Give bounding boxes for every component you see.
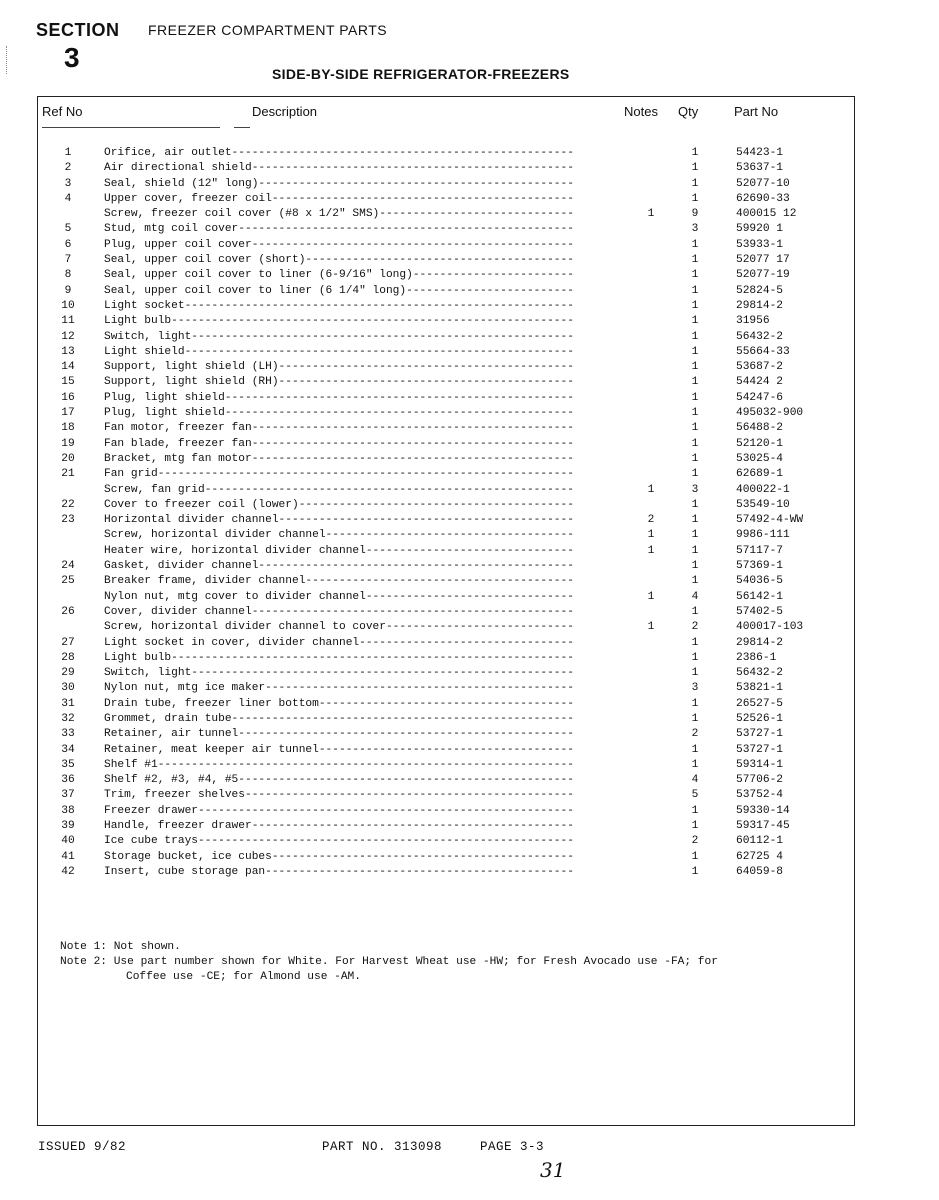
row-notes: 1 bbox=[647, 590, 655, 603]
row-part-number: 59314-1 bbox=[736, 758, 783, 771]
row-part-number: 55664-33 bbox=[736, 345, 790, 358]
row-description: Screw, horizontal divider channel------------------------------------- bbox=[104, 529, 574, 542]
row-description: Cover to freezer coil (lower)----------------------------------------- bbox=[104, 498, 574, 511]
row-ref: 7 bbox=[64, 254, 72, 267]
row-description: Orifice, air outlet--------------------------------------------------- bbox=[104, 147, 574, 159]
row-ref: 40 bbox=[61, 835, 75, 848]
row-part-number: 56488-2 bbox=[736, 422, 783, 435]
row-ref: 33 bbox=[61, 728, 75, 741]
table-row bbox=[0, 299, 939, 314]
row-ref: 29 bbox=[61, 667, 75, 680]
document-part-number: PART NO. 313098 bbox=[322, 1140, 443, 1154]
row-qty: 1 bbox=[691, 162, 699, 175]
row-qty: 1 bbox=[691, 407, 699, 420]
row-ref: 14 bbox=[61, 361, 75, 374]
column-header-part-no: Part No bbox=[734, 104, 779, 119]
row-description: Seal, upper coil cover to liner (6-9/16" long)------------------------ bbox=[104, 269, 574, 282]
row-description: Storage bucket, ice cubes--------------------------------------------- bbox=[104, 850, 574, 863]
table-row bbox=[0, 498, 939, 513]
column-header-description: Description bbox=[252, 104, 318, 119]
row-qty: 1 bbox=[691, 804, 699, 817]
row-part-number: 53821-1 bbox=[736, 682, 783, 695]
row-description: Upper cover, freezer coil--------------------------------------------- bbox=[104, 192, 574, 205]
row-notes: 2 bbox=[647, 514, 655, 527]
table-row bbox=[0, 758, 939, 773]
row-part-number: 60112-1 bbox=[736, 835, 783, 848]
table-row bbox=[0, 345, 939, 360]
row-part-number: 56142-1 bbox=[736, 590, 783, 603]
row-part-number: 400017-103 bbox=[736, 621, 804, 634]
row-description: Trim, freezer shelves------------------------------------------------- bbox=[104, 789, 574, 802]
row-qty: 1 bbox=[691, 284, 699, 297]
row-part-number: 53727-1 bbox=[736, 743, 783, 756]
row-ref: 18 bbox=[61, 422, 75, 435]
row-ref: 12 bbox=[61, 330, 75, 343]
table-row bbox=[0, 314, 939, 329]
row-qty: 1 bbox=[691, 361, 699, 374]
table-row bbox=[0, 391, 939, 406]
row-ref: 42 bbox=[61, 865, 75, 878]
table-row bbox=[0, 559, 939, 574]
row-qty: 2 bbox=[691, 835, 699, 848]
row-ref: 20 bbox=[61, 452, 75, 465]
row-ref: 17 bbox=[61, 407, 75, 420]
row-qty: 1 bbox=[691, 529, 699, 542]
row-description: Shelf #1-------------------------------------------------------------- bbox=[104, 758, 574, 771]
row-notes: 1 bbox=[647, 483, 655, 496]
row-description: Stud, mtg coil cover-------------------------------------------------- bbox=[104, 223, 574, 236]
table-row bbox=[0, 467, 939, 482]
row-description: Freezer drawer-------------------------------------------------------- bbox=[104, 804, 574, 817]
row-ref: 11 bbox=[61, 315, 75, 328]
row-qty: 1 bbox=[691, 514, 699, 527]
row-description: Fan motor, freezer fan------------------------------------------------ bbox=[104, 422, 574, 435]
row-notes: 1 bbox=[647, 529, 655, 542]
row-part-number: 54423-1 bbox=[736, 147, 783, 159]
row-qty: 1 bbox=[691, 651, 699, 664]
row-part-number: 52077 17 bbox=[736, 254, 790, 267]
row-part-number: 52824-5 bbox=[736, 284, 783, 297]
row-part-number: 53687-2 bbox=[736, 361, 783, 374]
note-1-label: Note 1: bbox=[60, 941, 107, 953]
row-qty: 1 bbox=[691, 391, 699, 404]
row-notes: 1 bbox=[647, 544, 655, 557]
row-description: Support, light shield (RH)-------------------------------------------- bbox=[104, 376, 574, 389]
row-description: Seal, upper coil cover to liner (6 1/4" long)------------------------- bbox=[104, 284, 574, 297]
row-part-number: 9986-111 bbox=[736, 529, 790, 542]
page-subtitle: SIDE-BY-SIDE REFRIGERATOR-FREEZERS bbox=[272, 66, 570, 82]
table-row bbox=[0, 437, 939, 452]
row-ref: 19 bbox=[61, 437, 75, 450]
row-qty: 1 bbox=[691, 452, 699, 465]
row-description: Shelf #2, #3, #4, #5-------------------------------------------------- bbox=[104, 774, 574, 787]
row-part-number: 62690-33 bbox=[736, 192, 790, 205]
table-row bbox=[0, 421, 939, 436]
row-description: Breaker frame, divider channel---------------------------------------- bbox=[104, 575, 574, 588]
table-row bbox=[0, 804, 939, 819]
row-qty: 3 bbox=[691, 682, 699, 695]
row-notes: 1 bbox=[647, 621, 655, 634]
row-ref: 23 bbox=[61, 514, 75, 527]
table-row bbox=[0, 574, 939, 589]
row-qty: 1 bbox=[691, 575, 699, 588]
table-row bbox=[0, 406, 939, 421]
row-part-number: 53752-4 bbox=[736, 789, 783, 802]
row-qty: 2 bbox=[691, 621, 699, 634]
row-ref: 36 bbox=[61, 774, 75, 787]
row-qty: 1 bbox=[691, 376, 699, 389]
row-ref: 41 bbox=[61, 850, 75, 863]
row-ref: 21 bbox=[61, 468, 75, 481]
row-description: Fan grid-------------------------------------------------------------- bbox=[104, 468, 574, 481]
row-qty: 1 bbox=[691, 758, 699, 771]
row-ref: 6 bbox=[64, 238, 72, 251]
row-ref: 8 bbox=[64, 269, 72, 282]
row-ref: 26 bbox=[61, 605, 75, 618]
row-qty: 4 bbox=[691, 774, 699, 787]
row-qty: 1 bbox=[691, 254, 699, 267]
row-ref: 1 bbox=[64, 147, 72, 159]
issued-date: ISSUED 9/82 bbox=[38, 1140, 127, 1154]
row-description: Light socket in cover, divider channel-------------------------------- bbox=[104, 636, 574, 649]
table-row bbox=[0, 238, 939, 253]
row-ref: 15 bbox=[61, 376, 75, 389]
row-part-number: 400022-1 bbox=[736, 483, 790, 496]
row-ref: 27 bbox=[61, 636, 75, 649]
row-part-number: 64059-8 bbox=[736, 865, 783, 878]
table-row bbox=[0, 207, 939, 222]
row-part-number: 2386-1 bbox=[736, 651, 777, 664]
row-qty: 2 bbox=[691, 728, 699, 741]
table-row bbox=[0, 865, 939, 880]
row-ref: 3 bbox=[64, 177, 72, 190]
table-row bbox=[0, 590, 939, 605]
row-description: Handle, freezer drawer------------------------------------------------ bbox=[104, 820, 574, 833]
table-row bbox=[0, 743, 939, 758]
row-description: Switch, light--------------------------------------------------------- bbox=[104, 667, 574, 680]
row-qty: 1 bbox=[691, 422, 699, 435]
row-qty: 3 bbox=[691, 223, 699, 236]
table-row bbox=[0, 192, 939, 207]
row-ref: 24 bbox=[61, 560, 75, 573]
row-description: Horizontal divider channel-------------------------------------------- bbox=[104, 514, 574, 527]
table-row bbox=[0, 651, 939, 666]
row-qty: 1 bbox=[691, 299, 699, 312]
table-row bbox=[0, 727, 939, 742]
row-description: Screw, freezer coil cover (#8 x 1/2" SMS)----------------------------- bbox=[104, 208, 574, 221]
row-qty: 1 bbox=[691, 238, 699, 251]
table-row bbox=[0, 146, 939, 161]
row-qty: 1 bbox=[691, 743, 699, 756]
table-row bbox=[0, 636, 939, 651]
row-ref: 34 bbox=[61, 743, 75, 756]
table-row bbox=[0, 605, 939, 620]
table-row bbox=[0, 697, 939, 712]
row-description: Grommet, drain tube--------------------------------------------------- bbox=[104, 712, 574, 725]
row-description: Nylon nut, mtg ice maker---------------------------------------------- bbox=[104, 682, 574, 695]
parts-list bbox=[0, 146, 939, 880]
row-ref: 35 bbox=[61, 758, 75, 771]
table-row bbox=[0, 513, 939, 528]
row-qty: 1 bbox=[691, 544, 699, 557]
row-ref: 2 bbox=[64, 162, 72, 175]
row-ref: 31 bbox=[61, 697, 75, 710]
row-ref: 37 bbox=[61, 789, 75, 802]
row-description: Light bulb------------------------------------------------------------ bbox=[104, 651, 574, 664]
row-part-number: 57706-2 bbox=[736, 774, 783, 787]
table-row bbox=[0, 712, 939, 727]
row-description: Fan blade, freezer fan------------------------------------------------ bbox=[104, 437, 574, 450]
table-row bbox=[0, 528, 939, 543]
page-number: PAGE 3-3 bbox=[480, 1140, 545, 1154]
row-qty: 1 bbox=[691, 636, 699, 649]
row-part-number: 52120-1 bbox=[736, 437, 783, 450]
header-rule bbox=[42, 127, 220, 128]
row-description: Plug, light shield---------------------------------------------------- bbox=[104, 407, 574, 420]
note-2-text: Use part number shown for White. For Harvest Wheat use -HW; for Fresh Avocado use -FA; for bbox=[113, 956, 718, 968]
table-row bbox=[0, 330, 939, 345]
row-ref: 13 bbox=[61, 345, 75, 358]
row-part-number: 57117-7 bbox=[736, 544, 783, 557]
row-ref: 28 bbox=[61, 651, 75, 664]
page-title: FREEZER COMPARTMENT PARTS bbox=[148, 22, 388, 38]
table-row bbox=[0, 177, 939, 192]
table-row bbox=[0, 666, 939, 681]
row-qty: 1 bbox=[691, 315, 699, 328]
row-description: Gasket, divider channel----------------------------------------------- bbox=[104, 560, 574, 573]
row-part-number: 29814-2 bbox=[736, 299, 783, 312]
table-row bbox=[0, 222, 939, 237]
row-part-number: 53727-1 bbox=[736, 728, 783, 741]
table-row bbox=[0, 834, 939, 849]
column-header-ref: Ref No bbox=[42, 104, 83, 119]
row-part-number: 53549-10 bbox=[736, 498, 790, 511]
row-part-number: 57492-4-WW bbox=[736, 514, 804, 527]
row-description: Air directional shield------------------------------------------------ bbox=[104, 162, 574, 175]
row-ref: 30 bbox=[61, 682, 75, 695]
row-description: Retainer, meat keeper air tunnel-------------------------------------- bbox=[104, 743, 574, 756]
row-part-number: 53933-1 bbox=[736, 238, 783, 251]
row-qty: 1 bbox=[691, 330, 699, 343]
row-ref: 39 bbox=[61, 820, 75, 833]
row-part-number: 495032-900 bbox=[736, 407, 804, 420]
row-qty: 1 bbox=[691, 177, 699, 190]
row-part-number: 26527-5 bbox=[736, 697, 783, 710]
column-header-notes: Notes bbox=[624, 104, 658, 119]
section-label: SECTION bbox=[36, 20, 120, 40]
row-qty: 1 bbox=[691, 820, 699, 833]
row-description: Switch, light--------------------------------------------------------- bbox=[104, 330, 574, 343]
row-part-number: 59330-14 bbox=[736, 804, 790, 817]
section-number: 3 bbox=[64, 42, 80, 73]
column-header-qty: Qty bbox=[678, 104, 699, 119]
row-description: Screw, horizontal divider channel to cover---------------------------- bbox=[104, 621, 574, 634]
row-part-number: 53637-1 bbox=[736, 162, 783, 175]
table-row bbox=[0, 161, 939, 176]
row-qty: 1 bbox=[691, 605, 699, 618]
row-description: Bracket, mtg fan motor------------------------------------------------ bbox=[104, 452, 574, 465]
row-description: Screw, fan grid------------------------------------------------------- bbox=[104, 483, 574, 496]
table-row bbox=[0, 268, 939, 283]
table-row bbox=[0, 284, 939, 299]
row-part-number: 57369-1 bbox=[736, 560, 783, 573]
row-description: Heater wire, horizontal divider channel------------------------------- bbox=[104, 544, 574, 557]
table-row bbox=[0, 253, 939, 268]
table-row bbox=[0, 850, 939, 865]
row-part-number: 400015 12 bbox=[736, 208, 797, 221]
row-part-number: 29814-2 bbox=[736, 636, 783, 649]
note-1 bbox=[60, 940, 718, 955]
table-row bbox=[0, 620, 939, 635]
row-part-number: 62689-1 bbox=[736, 468, 783, 481]
row-part-number: 62725 4 bbox=[736, 850, 783, 863]
row-ref: 10 bbox=[61, 299, 75, 312]
row-part-number: 52526-1 bbox=[736, 712, 783, 725]
notes-section bbox=[60, 940, 718, 985]
row-ref: 5 bbox=[64, 223, 72, 236]
table-row bbox=[0, 360, 939, 375]
row-description: Plug, light shield---------------------------------------------------- bbox=[104, 391, 574, 404]
row-ref: 4 bbox=[64, 192, 72, 205]
table-row bbox=[0, 819, 939, 834]
note-2-continuation: Coffee use -CE; for Almond use -AM. bbox=[126, 971, 361, 983]
table-row bbox=[0, 375, 939, 390]
row-qty: 1 bbox=[691, 712, 699, 725]
row-description: Support, light shield (LH)-------------------------------------------- bbox=[104, 361, 574, 374]
row-part-number: 54424 2 bbox=[736, 376, 783, 389]
row-part-number: 57402-5 bbox=[736, 605, 783, 618]
note-2 bbox=[60, 955, 718, 970]
row-qty: 1 bbox=[691, 667, 699, 680]
row-qty: 1 bbox=[691, 498, 699, 511]
row-part-number: 31956 bbox=[736, 315, 770, 328]
note-2-label: Note 2: bbox=[60, 956, 107, 968]
row-part-number: 54036-5 bbox=[736, 575, 783, 588]
margin-mark bbox=[6, 46, 15, 74]
row-part-number: 53025-4 bbox=[736, 452, 783, 465]
row-qty: 1 bbox=[691, 437, 699, 450]
row-qty: 1 bbox=[691, 269, 699, 282]
row-qty: 1 bbox=[691, 697, 699, 710]
row-ref: 22 bbox=[61, 498, 75, 511]
row-part-number: 52077-19 bbox=[736, 269, 790, 282]
row-description: Plug, upper coil cover------------------------------------------------ bbox=[104, 238, 574, 251]
row-ref: 32 bbox=[61, 712, 75, 725]
row-part-number: 56432-2 bbox=[736, 330, 783, 343]
row-part-number: 56432-2 bbox=[736, 667, 783, 680]
row-qty: 4 bbox=[691, 590, 699, 603]
row-ref: 38 bbox=[61, 804, 75, 817]
row-description: Retainer, air tunnel-------------------------------------------------- bbox=[104, 728, 574, 741]
row-qty: 1 bbox=[691, 865, 699, 878]
header-rule bbox=[234, 127, 250, 128]
row-qty: 5 bbox=[691, 789, 699, 802]
table-row bbox=[0, 681, 939, 696]
row-description: Nylon nut, mtg cover to divider channel------------------------------- bbox=[104, 590, 574, 603]
table-row bbox=[0, 452, 939, 467]
row-qty: 3 bbox=[691, 483, 699, 496]
row-ref: 25 bbox=[61, 575, 75, 588]
row-qty: 1 bbox=[691, 192, 699, 205]
table-row bbox=[0, 773, 939, 788]
row-qty: 1 bbox=[691, 468, 699, 481]
row-description: Light shield---------------------------------------------------------- bbox=[104, 345, 574, 358]
row-description: Drain tube, freezer liner bottom-------------------------------------- bbox=[104, 697, 574, 710]
row-description: Insert, cube storage pan---------------------------------------------- bbox=[104, 865, 574, 878]
row-part-number: 59920 1 bbox=[736, 223, 783, 236]
row-qty: 9 bbox=[691, 208, 699, 221]
row-description: Ice cube trays-------------------------------------------------------- bbox=[104, 835, 574, 848]
handwritten-page-number: 31 bbox=[540, 1158, 566, 1182]
row-notes: 1 bbox=[647, 208, 655, 221]
row-qty: 1 bbox=[691, 850, 699, 863]
table-row bbox=[0, 544, 939, 559]
note-1-text: Not shown. bbox=[113, 941, 181, 953]
row-part-number: 54247-6 bbox=[736, 391, 783, 404]
row-qty: 1 bbox=[691, 560, 699, 573]
row-ref: 9 bbox=[64, 284, 72, 297]
row-description: Light bulb------------------------------------------------------------ bbox=[104, 315, 574, 328]
table-row bbox=[0, 788, 939, 803]
row-description: Seal, shield (12" long)----------------------------------------------- bbox=[104, 177, 574, 190]
row-description: Seal, upper coil cover (short)---------------------------------------- bbox=[104, 254, 574, 267]
row-part-number: 52077-10 bbox=[736, 177, 790, 190]
row-qty: 1 bbox=[691, 147, 699, 159]
table-row bbox=[0, 483, 939, 498]
row-description: Cover, divider channel------------------------------------------------ bbox=[104, 605, 574, 618]
row-description: Light socket---------------------------------------------------------- bbox=[104, 299, 574, 312]
row-ref: 16 bbox=[61, 391, 75, 404]
row-part-number: 59317-45 bbox=[736, 820, 790, 833]
row-qty: 1 bbox=[691, 345, 699, 358]
